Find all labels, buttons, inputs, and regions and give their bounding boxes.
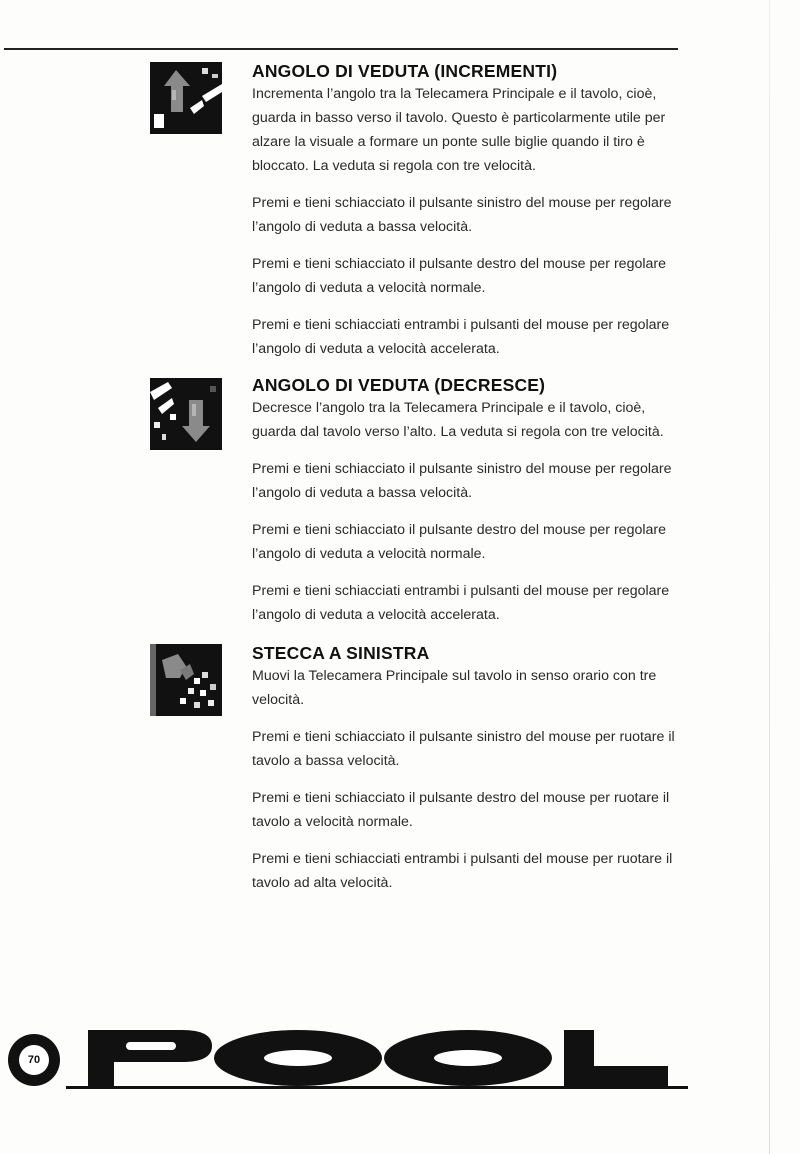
section-content xyxy=(252,374,684,640)
section-paragraph: Premi e tieni schiacciati entrambi i pulsanti del mouse per regolare l’angolo di veduta a velocità accelerata. xyxy=(252,317,670,357)
footer-rule xyxy=(66,1086,688,1089)
section-paragraph: Premi e tieni schiacciato il pulsante destro del mouse per regolare l’angolo di veduta a velocità normale. xyxy=(252,522,667,562)
section-paragraph: Premi e tieni schiacciato il pulsante sinistro del mouse per regolare l’angolo di veduta a bassa velocità. xyxy=(252,195,672,235)
section-paragraph: Premi e tieni schiacciato il pulsante sinistro del mouse per regolare l’angolo di veduta a bassa velocità. xyxy=(252,461,672,501)
top-rule xyxy=(4,48,678,50)
section-heading: ANGOLO DI VEDUTA (INCREMENTI) xyxy=(252,61,558,81)
section-heading: ANGOLO DI VEDUTA (DECRESCE) xyxy=(252,375,546,395)
section-content xyxy=(252,60,684,374)
page-edge xyxy=(769,0,770,1154)
section-paragraph: Incrementa l’angolo tra la Telecamera Principale e il tavolo, cioè, guarda in basso verso il tavolo. Questo è particolarmente utile per alzare la visuale a formare un ponte sulle biglie quando il tiro è bloccato. La veduta si regola con tre velocità. xyxy=(252,86,666,174)
section-paragraph: Decresce l’angolo tra la Telecamera Principale e il tavolo, cioè, guarda dal tavolo verso l’alto. La veduta si regola con tre velocità. xyxy=(252,400,664,440)
page-number: 70 xyxy=(19,1045,49,1075)
section-content xyxy=(252,642,684,908)
section-paragraph: Premi e tieni schiacciato il pulsante destro del mouse per regolare l’angolo di veduta a velocità normale. xyxy=(252,256,667,296)
section-paragraph: Premi e tieni schiacciato il pulsante destro del mouse per ruotare il tavolo a velocità normale. xyxy=(252,790,670,830)
section-paragraph: Muovi la Telecamera Principale sul tavolo in senso orario con tre velocità. xyxy=(252,668,657,708)
section-paragraph: Premi e tieni schiacciati entrambi i pulsanti del mouse per regolare l’angolo di veduta a velocità accelerata. xyxy=(252,583,670,623)
pool-logo xyxy=(70,1026,670,1088)
section-heading: STECCA A SINISTRA xyxy=(252,643,430,663)
tilt-up-arrow-icon xyxy=(150,378,222,450)
section-paragraph: Premi e tieni schiacciati entrambi i pulsanti del mouse per ruotare il tavolo ad alta velocità. xyxy=(252,851,673,891)
page-footer xyxy=(8,1026,684,1092)
tilt-down-arrow-icon xyxy=(150,62,222,134)
page-number-badge xyxy=(8,1034,60,1086)
rotate-left-arrow-icon xyxy=(150,644,222,716)
section-paragraph: Premi e tieni schiacciato il pulsante sinistro del mouse per ruotare il tavolo a bassa velocità. xyxy=(252,729,675,769)
